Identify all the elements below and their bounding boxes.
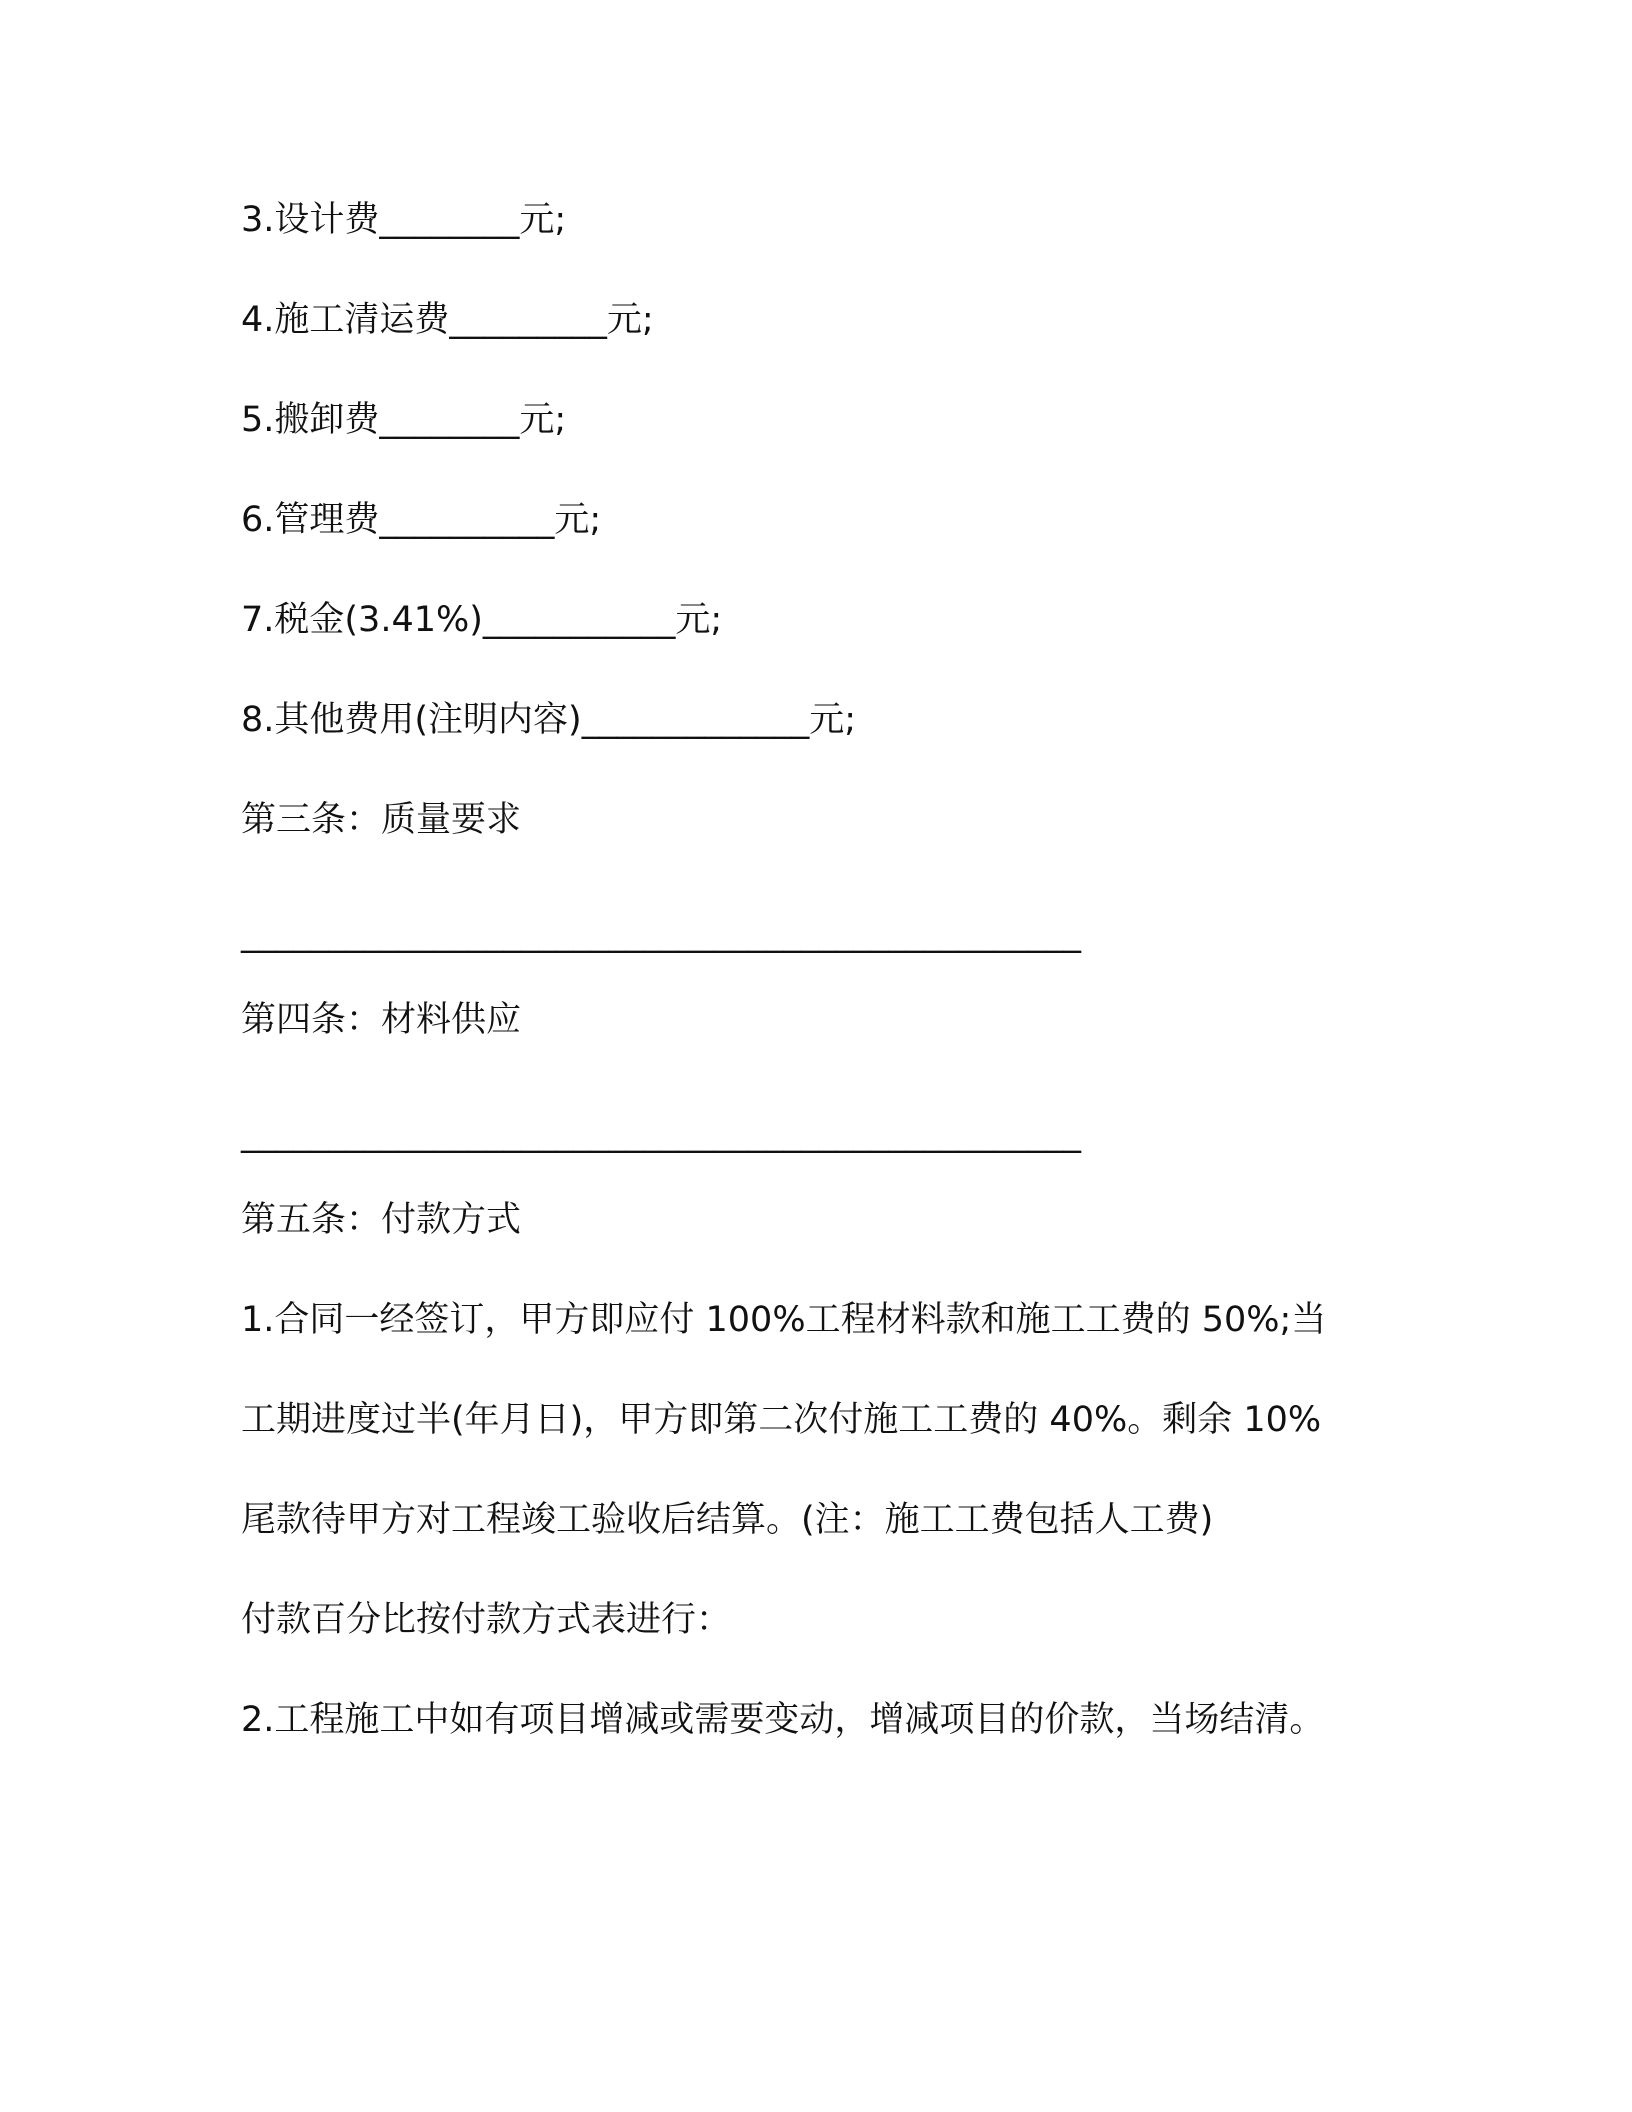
payment-table-note: 付款百分比按付款方式表进行： [241,1600,732,1640]
article3-blank-line: ________________________________________________ [241,914,1081,954]
fee-item-cleanup: 4.施工清运费_________元; [241,300,654,340]
fee-item-handling: 5.搬卸费________元; [241,400,567,440]
fee-item-other: 8.其他费用(注明内容)_____________元; [241,700,856,740]
article5-item1-line2: 工期进度过半(年月日)，甲方即第二次付施工工费的 40%。剩余 10% [241,1400,1322,1440]
article3-heading: 第三条：质量要求 [241,800,522,840]
article5-item1-line3: 尾款待甲方对工程竣工验收后结算。(注：施工工费包括人工费) [241,1500,1214,1540]
article4-heading: 第四条：材料供应 [241,1000,522,1040]
article4-blank-line: ________________________________________________ [241,1114,1081,1154]
article5-item1-line1: 1.合同一经签订，甲方即应付 100%工程材料款和施工工费的 50%;当 [241,1300,1327,1340]
article5-item2: 2.工程施工中如有项目增减或需要变动，增减项目的价款，当场结清。 [241,1700,1325,1740]
article5-heading: 第五条：付款方式 [241,1200,522,1240]
fee-item-management: 6.管理费__________元; [241,500,602,540]
fee-item-tax: 7.税金(3.41%)___________元; [241,600,723,640]
fee-item-design: 3.设计费________元; [241,200,567,240]
